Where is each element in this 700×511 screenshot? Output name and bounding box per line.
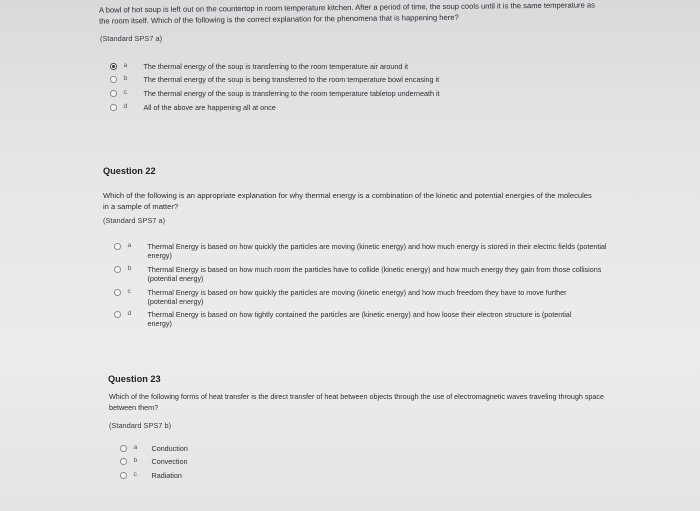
option-letter: d — [123, 103, 128, 110]
q22-option-d[interactable] — [114, 310, 588, 329]
option-letter: a — [127, 242, 132, 249]
radio-button[interactable] — [120, 458, 127, 465]
option-text: The thermal energy of the soup is being transferred to the room temperature bowl encasing it — [143, 75, 440, 84]
radio-button[interactable] — [114, 266, 121, 273]
q21-option-d[interactable] — [110, 103, 276, 112]
q22-title: Question 22 — [103, 166, 156, 176]
option-letter: a — [123, 62, 128, 69]
option-text: The thermal energy of the soup is transferring to the room temperature tabletop underneath it — [143, 89, 440, 98]
q21-option-c[interactable] — [110, 89, 440, 98]
radio-button-selected[interactable] — [110, 63, 117, 70]
option-letter: c — [133, 471, 137, 478]
option-letter: b — [133, 457, 138, 464]
radio-button[interactable] — [114, 311, 121, 318]
option-letter: c — [123, 89, 127, 96]
q21-standard: (Standard SPS7 a) — [100, 34, 163, 43]
q22-standard: (Standard SPS7 a) — [103, 216, 166, 225]
radio-button[interactable] — [120, 472, 127, 479]
q22-option-c[interactable] — [114, 288, 588, 307]
option-letter: b — [123, 75, 128, 82]
option-text: The thermal energy of the soup is transferring to the room temperature air around it — [143, 62, 408, 71]
q21-option-b[interactable] — [110, 75, 439, 84]
radio-button[interactable] — [110, 90, 117, 97]
option-text: All of the above are happening all at once — [143, 103, 276, 112]
option-letter: c — [127, 288, 131, 295]
radio-button[interactable] — [120, 445, 127, 452]
q22-text: Which of the following is an appropriate explanation for why thermal energy is a combination of the kinetic and potential energies of the molecules in a sample of matter? — [103, 191, 592, 211]
q23-standard: (Standard SPS7 b) — [109, 421, 172, 430]
option-letter: a — [133, 444, 138, 451]
option-text: Thermal Energy is based on how quickly the particles are moving (kinetic energy) and how much energy is stored in their electric fields (potential energy) — [147, 242, 607, 261]
q21-option-a[interactable] — [110, 62, 408, 71]
q23-option-b[interactable] — [120, 457, 187, 466]
q23-title: Question 23 — [108, 374, 161, 384]
option-text: Conduction — [151, 444, 188, 453]
radio-button[interactable] — [110, 76, 117, 83]
radio-button[interactable] — [114, 289, 121, 296]
radio-button[interactable] — [114, 243, 121, 250]
option-text: Radiation — [151, 471, 182, 480]
q22-option-a[interactable] — [114, 242, 618, 261]
radio-button[interactable] — [110, 104, 117, 111]
q22-option-b[interactable] — [114, 265, 603, 284]
q23-option-c[interactable] — [120, 471, 182, 480]
option-text: Thermal Energy is based on how quickly the particles are moving (kinetic energy) and how much freedom they have to move further (potential energy) — [147, 288, 567, 307]
q23-option-a[interactable] — [120, 444, 188, 453]
option-letter: d — [127, 310, 132, 317]
option-text: Convection — [151, 457, 188, 466]
q21-text: A bowl of hot soup is left out on the countertop in room temperature kitchen. After a period of time, the soup cools until it is the same temperature as the room itself. Which of the following is the correct explanation for the phenomena that is happening here? — [98, 0, 595, 26]
q23-text: Which of the following forms of heat transfer is the direct transfer of heat between objects through the use of electromagnetic waves traveling through space between them? — [109, 392, 605, 412]
option-letter: b — [127, 265, 132, 272]
option-text: Thermal Energy is based on how much room the particles have to collide (kinetic energy) and how much energy they gain from those collisions (potential energy) — [147, 265, 602, 284]
option-text: Thermal Energy is based on how tightly contained the particles are (kinetic energy) and how loose their electron structure is (potential energy) — [147, 310, 572, 329]
